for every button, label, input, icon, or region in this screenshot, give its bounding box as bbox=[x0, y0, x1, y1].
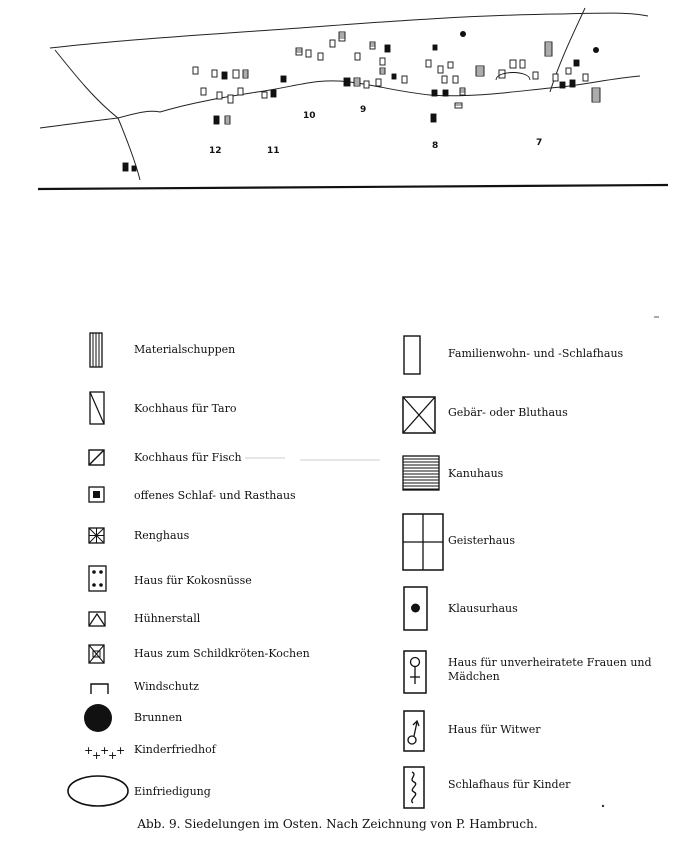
legend-label-gebaerhaus: Gebär- oder Bluthaus bbox=[448, 406, 568, 419]
kokosnuss-haus-icon bbox=[89, 566, 106, 591]
house-mark bbox=[385, 45, 390, 52]
legend-label-einfriedigung: Einfriedigung bbox=[134, 785, 211, 798]
house-mark bbox=[432, 90, 437, 96]
legend-label-frauenhaus: Haus für unverheiratete Frauen und Mädchen bbox=[448, 656, 652, 683]
house-mark bbox=[330, 40, 335, 47]
legend-label-offenes-schlafhaus: offenes Schlaf- und Rasthaus bbox=[134, 489, 296, 502]
house-mark bbox=[455, 103, 462, 108]
house-mark bbox=[271, 90, 276, 97]
house-mark bbox=[318, 53, 323, 60]
house-mark bbox=[132, 166, 136, 171]
legend-label-renghaus: Renghaus bbox=[134, 529, 190, 542]
diagonal-path-southwest bbox=[40, 111, 160, 128]
house-mark bbox=[214, 116, 219, 124]
house-mark bbox=[222, 72, 227, 79]
area-number-7: 7 bbox=[536, 138, 543, 148]
legend-label-klausurhaus: Klausurhaus bbox=[448, 602, 518, 615]
house-mark bbox=[233, 70, 239, 78]
area-number-10: 10 bbox=[303, 111, 316, 121]
house-mark bbox=[566, 68, 571, 74]
house-mark bbox=[380, 68, 385, 74]
kinderfriedhof-icon bbox=[84, 744, 125, 762]
svg-text:+: + bbox=[116, 744, 126, 757]
house-mark bbox=[433, 45, 437, 50]
house-mark bbox=[228, 95, 233, 103]
legend-label-kanuhaus: Kanuhaus bbox=[448, 467, 504, 480]
legend-label-kokosnuss-haus: Haus für Kokosnüsse bbox=[134, 574, 252, 587]
house-mark bbox=[560, 82, 565, 88]
area-number-8: 8 bbox=[432, 141, 439, 151]
figure-caption: Abb. 9. Siedelungen im Osten. Nach Zeichnung von P. Hambruch. bbox=[137, 817, 538, 831]
materialschuppen-icon bbox=[90, 333, 102, 367]
offenes-schlafhaus-icon bbox=[89, 487, 104, 502]
house-mark bbox=[296, 48, 302, 55]
house-mark bbox=[402, 76, 407, 83]
legend-label-huehnerstall: Hühnerstall bbox=[134, 612, 201, 625]
house-mark bbox=[281, 76, 286, 82]
house-mark bbox=[448, 62, 453, 68]
house-mark bbox=[570, 80, 575, 87]
house-mark bbox=[217, 92, 222, 99]
legend-label-brunnen: Brunnen bbox=[134, 711, 183, 724]
house-mark bbox=[370, 42, 375, 49]
ground-baseline bbox=[38, 185, 668, 189]
kanuhaus-icon bbox=[403, 456, 439, 490]
windschutz-icon bbox=[91, 684, 108, 694]
house-mark bbox=[510, 60, 516, 68]
house-mark bbox=[212, 70, 217, 77]
legend-label-schildkroeten-haus: Haus zum Schildkröten-Kochen bbox=[134, 647, 310, 660]
schildkroeten-haus-icon bbox=[89, 645, 104, 663]
legend-label-kinderfriedhof: Kinderfriedhof bbox=[134, 743, 216, 756]
house-mark bbox=[533, 72, 538, 79]
legend-label-windschutz: Windschutz bbox=[134, 680, 199, 693]
house-mark bbox=[344, 78, 350, 86]
legend-label-familienhaus: Familienwohn- und -Schlafhaus bbox=[448, 347, 624, 360]
house-mark bbox=[438, 66, 443, 73]
house-mark bbox=[392, 74, 396, 79]
renghaus-icon bbox=[89, 528, 104, 543]
familienhaus-icon bbox=[404, 336, 420, 374]
svg-text:+: + bbox=[84, 744, 94, 757]
svg-text:+: + bbox=[92, 749, 102, 762]
house-mark bbox=[476, 66, 484, 76]
southern-shore-line bbox=[160, 76, 640, 112]
house-mark bbox=[193, 67, 198, 74]
kinderschlafhaus-icon bbox=[404, 767, 424, 808]
legend-label-witwerhaus: Haus für Witwer bbox=[448, 723, 541, 736]
house-mark bbox=[123, 163, 128, 171]
witwerhaus-icon bbox=[404, 711, 424, 751]
house-mark bbox=[306, 50, 311, 57]
house-mark bbox=[520, 60, 525, 68]
legend-label-kinderschlafhaus: Schlafhaus für Kinder bbox=[448, 778, 571, 791]
house-mark bbox=[553, 74, 558, 81]
house-mark bbox=[355, 53, 360, 60]
well-mark bbox=[593, 47, 599, 53]
house-mark bbox=[238, 88, 243, 95]
house-mark bbox=[443, 90, 448, 96]
speck-mark bbox=[602, 805, 604, 807]
einfriedigung-icon bbox=[68, 776, 128, 806]
gebaerhaus-icon bbox=[403, 397, 435, 433]
legend-label-kochhaus-taro: Kochhaus für Taro bbox=[134, 402, 237, 415]
kochhaus-fisch-icon bbox=[89, 450, 104, 465]
house-mark bbox=[380, 58, 385, 65]
svg-text:+: + bbox=[108, 749, 118, 762]
geisterhaus-icon bbox=[403, 514, 443, 570]
well-mark bbox=[460, 31, 466, 37]
northern-shore-line bbox=[50, 13, 648, 48]
house-mark bbox=[339, 32, 345, 41]
diagonal-path-west bbox=[55, 50, 140, 180]
klausurhaus-icon bbox=[404, 587, 427, 630]
house-mark bbox=[442, 76, 447, 83]
house-mark bbox=[426, 60, 431, 67]
brunnen-icon bbox=[84, 704, 112, 732]
house-mark bbox=[583, 74, 588, 81]
house-mark bbox=[364, 81, 369, 88]
area-number-9: 9 bbox=[360, 105, 367, 115]
legend-label-materialschuppen: Materialschuppen bbox=[134, 343, 236, 356]
house-mark bbox=[431, 114, 436, 122]
house-marks bbox=[123, 31, 600, 171]
house-mark bbox=[262, 92, 267, 98]
frauenhaus-icon bbox=[404, 651, 426, 693]
svg-text:+: + bbox=[100, 744, 110, 757]
legend-label-geisterhaus: Geisterhaus bbox=[448, 534, 516, 547]
area-number-12: 12 bbox=[209, 146, 222, 156]
house-mark bbox=[201, 88, 206, 95]
house-mark bbox=[460, 88, 465, 95]
house-mark bbox=[453, 76, 458, 83]
house-mark bbox=[574, 60, 579, 66]
area-number-11: 11 bbox=[267, 146, 280, 156]
legend-label-kochhaus-fisch: Kochhaus für Fisch bbox=[134, 451, 242, 464]
house-mark bbox=[376, 79, 381, 86]
kochhaus-taro-icon bbox=[90, 392, 104, 424]
huehnerstall-icon bbox=[89, 612, 105, 626]
